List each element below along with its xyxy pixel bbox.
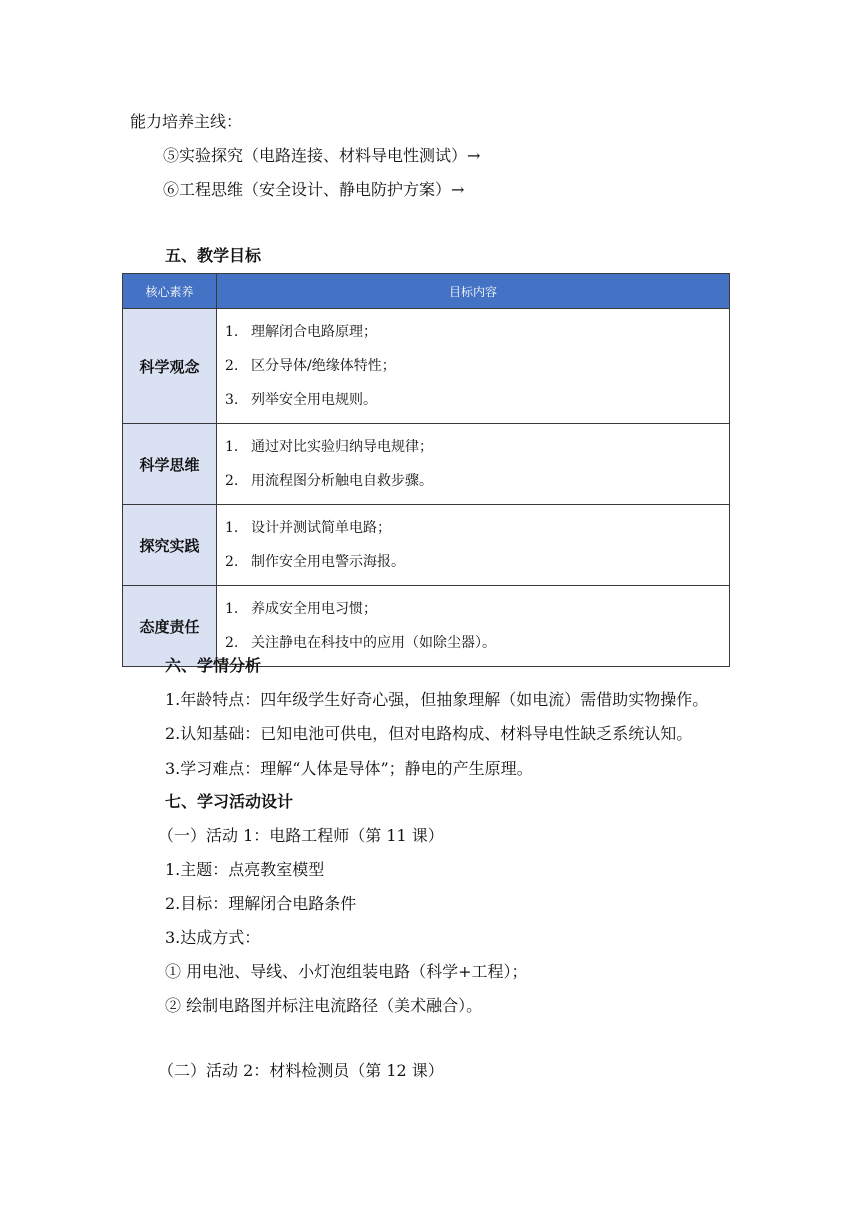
goal-item xyxy=(225,430,729,464)
goal-item-number: 3. xyxy=(225,392,239,408)
category-cell: 科学观念 xyxy=(123,309,217,424)
goal-item-text: 通过对比实验归纳导电规律； xyxy=(251,439,433,455)
table-header-row xyxy=(123,274,730,309)
ability-heading: 能力培养主线： xyxy=(130,112,243,131)
goal-item xyxy=(225,626,729,660)
goal-item-text: 设计并测试简单电路； xyxy=(251,520,391,536)
activity-goal: 2.目标：理解闭合电路条件 xyxy=(165,894,357,913)
activity-title: （一）活动 1：电路工程师（第 11 课） xyxy=(158,826,444,845)
goal-item-number: 1. xyxy=(225,601,239,617)
analysis-item: 1.年龄特点：四年级学生好奇心强，但抽象理解（如电流）需借助实物操作。 xyxy=(165,690,709,709)
goal-item-number: 2. xyxy=(225,635,239,651)
goal-item-number: 1. xyxy=(225,324,239,340)
table-row xyxy=(123,505,730,586)
goal-items-cell xyxy=(217,309,730,424)
activity-method: 3.达成方式： xyxy=(165,928,261,947)
category-cell: 科学思维 xyxy=(123,424,217,505)
activity-theme: 1.主题：点亮教室模型 xyxy=(165,860,325,879)
activity-step: ① 用电池、导线、小灯泡组装电路（科学+工程）； xyxy=(165,962,528,981)
goal-items-cell xyxy=(217,505,730,586)
goal-items-cell xyxy=(217,424,730,505)
table-row xyxy=(123,309,730,424)
goal-item xyxy=(225,592,729,626)
goal-item xyxy=(225,383,729,417)
goal-item-number: 2. xyxy=(225,358,239,374)
column-header-goal-content: 目标内容 xyxy=(217,274,730,309)
column-header-core-literacy: 核心素养 xyxy=(123,274,217,309)
activity-step: ② 绘制电路图并标注电流路径（美术融合）。 xyxy=(165,996,483,1015)
table-row xyxy=(123,586,730,667)
goal-item-number: 2. xyxy=(225,473,239,489)
ability-item: ⑥工程思维（安全设计、静电防护方案）→ xyxy=(163,180,465,199)
section-heading-learning-analysis: 六、学情分析 xyxy=(165,656,262,675)
goal-item-number: 2. xyxy=(225,554,239,570)
goal-item-number: 1. xyxy=(225,439,239,455)
goal-item-text: 区分导体/绝缘体特性； xyxy=(251,358,396,374)
goal-items-cell xyxy=(217,586,730,667)
goal-item xyxy=(225,315,729,349)
goal-item-text: 关注静电在科技中的应用（如除尘器）。 xyxy=(251,635,496,651)
goal-item-text: 制作安全用电警示海报。 xyxy=(251,554,405,570)
ability-item: ⑤实验探究（电路连接、材料导电性测试）→ xyxy=(163,146,481,165)
goal-item xyxy=(225,511,729,545)
goal-item-number: 1. xyxy=(225,520,239,536)
section-heading-goals: 五、教学目标 xyxy=(165,246,262,265)
goal-item xyxy=(225,349,729,383)
analysis-item: 2.认知基础：已知电池可供电，但对电路构成、材料导电性缺乏系统认知。 xyxy=(165,724,693,743)
goal-item xyxy=(225,464,729,498)
category-cell: 探究实践 xyxy=(123,505,217,586)
goal-item-text: 养成安全用电习惯； xyxy=(251,601,377,617)
activity-title: （二）活动 2：材料检测员（第 12 课） xyxy=(158,1061,444,1080)
analysis-item: 3.学习难点：理解“人体是导体”；静电的产生原理。 xyxy=(165,759,533,778)
category-cell: 态度责任 xyxy=(123,586,217,667)
section-heading-activity-design: 七、学习活动设计 xyxy=(165,792,294,811)
goal-item-text: 列举安全用电规则。 xyxy=(251,392,377,408)
table-row xyxy=(123,424,730,505)
goal-item-text: 理解闭合电路原理； xyxy=(251,324,377,340)
goal-item xyxy=(225,545,729,579)
goal-item-text: 用流程图分析触电自救步骤。 xyxy=(251,473,433,489)
teaching-goals-table xyxy=(122,273,730,667)
